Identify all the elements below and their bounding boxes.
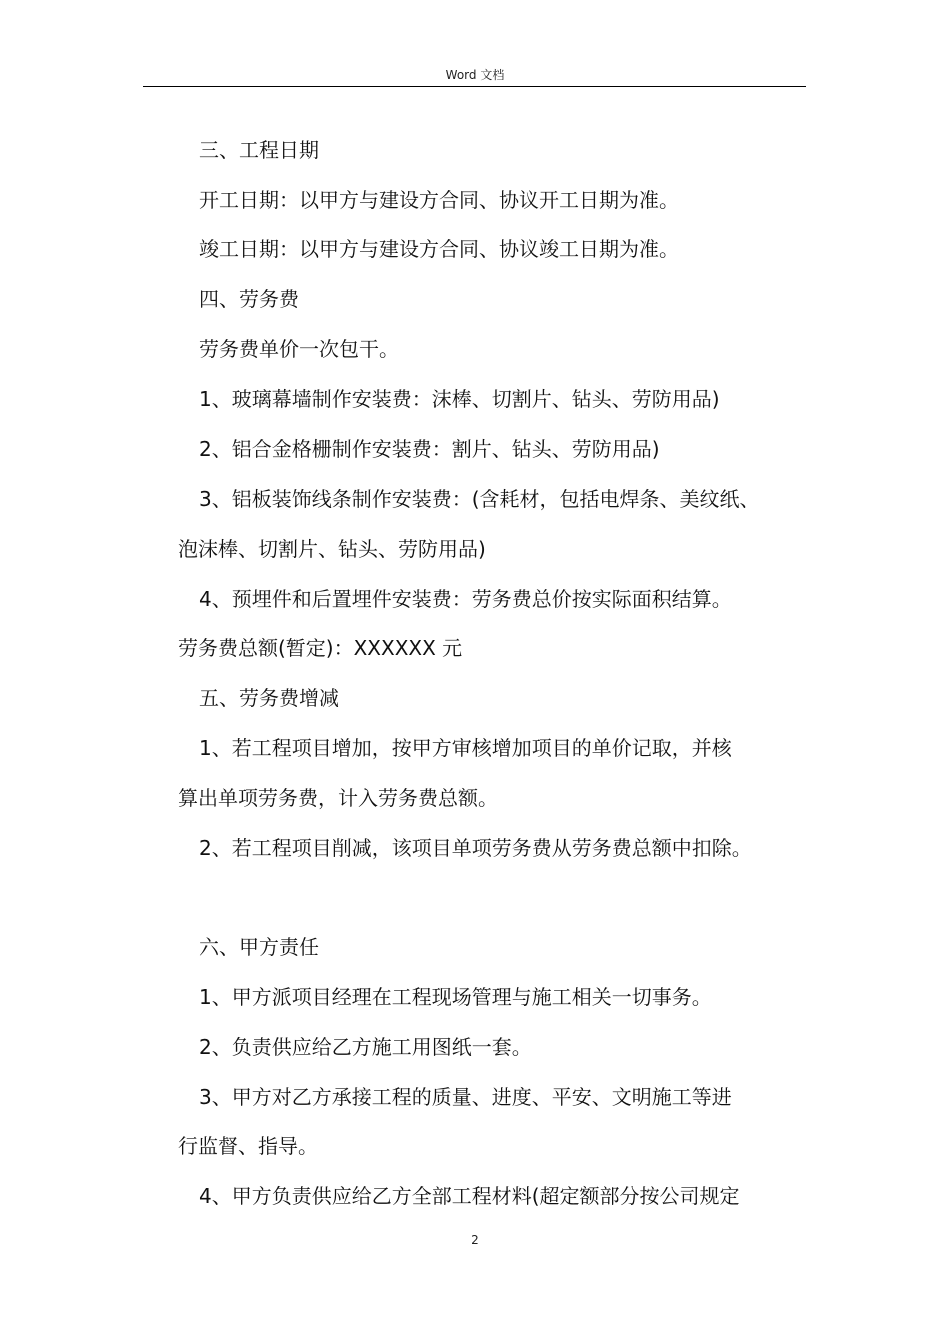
list-item-aluminum-trim: 3、铝板装饰线条制作安装费：(含耗材，包括电焊条、美纹纸、 bbox=[199, 487, 760, 511]
list-item-project-increase-cont: 算出单项劳务费，计入劳务费总额。 bbox=[178, 786, 498, 810]
page-number: 2 bbox=[471, 1233, 479, 1247]
header-rule bbox=[143, 86, 806, 87]
section-heading-schedule: 三、工程日期 bbox=[199, 138, 319, 162]
paragraph-unit-price: 劳务费单价一次包干。 bbox=[199, 337, 399, 361]
list-item-drawings: 2、负责供应给乙方施工用图纸一套。 bbox=[199, 1035, 532, 1059]
list-item-project-manager: 1、甲方派项目经理在工程现场管理与施工相关一切事务。 bbox=[199, 985, 712, 1009]
list-item-project-decrease: 2、若工程项目削减，该项目单项劳务费从劳务费总额中扣除。 bbox=[199, 836, 752, 860]
list-item-aluminum-grille: 2、铝合金格栅制作安装费：割片、钻头、劳防用品) bbox=[199, 437, 660, 461]
list-item-aluminum-trim-cont: 泡沫棒、切割片、钻头、劳防用品) bbox=[178, 537, 486, 561]
list-item-curtain-wall: 1、玻璃幕墙制作安装费：沫棒、切割片、钻头、劳防用品) bbox=[199, 387, 720, 411]
list-item-supervision-cont: 行监督、指导。 bbox=[178, 1134, 318, 1158]
list-item-materials: 4、甲方负责供应给乙方全部工程材料(超定额部分按公司规定 bbox=[199, 1184, 740, 1208]
paragraph-start-date: 开工日期：以甲方与建设方合同、协议开工日期为准。 bbox=[199, 188, 679, 212]
paragraph-completion-date: 竣工日期：以甲方与建设方合同、协议竣工日期为准。 bbox=[199, 237, 679, 261]
paragraph-total-fee: 劳务费总额(暂定)：XXXXXX 元 bbox=[178, 636, 463, 660]
page-header: Word 文档 bbox=[445, 68, 505, 82]
list-item-embedded-parts: 4、预埋件和后置埋件安装费：劳务费总价按实际面积结算。 bbox=[199, 587, 732, 611]
section-heading-fee-adjustment: 五、劳务费增减 bbox=[199, 686, 339, 710]
section-heading-party-a: 六、甲方责任 bbox=[199, 935, 319, 959]
list-item-supervision: 3、甲方对乙方承接工程的质量、进度、平安、文明施工等进 bbox=[199, 1085, 732, 1109]
list-item-project-increase: 1、若工程项目增加，按甲方审核增加项目的单价记取，并核 bbox=[199, 736, 732, 760]
section-heading-labor-fee: 四、劳务费 bbox=[199, 287, 299, 311]
